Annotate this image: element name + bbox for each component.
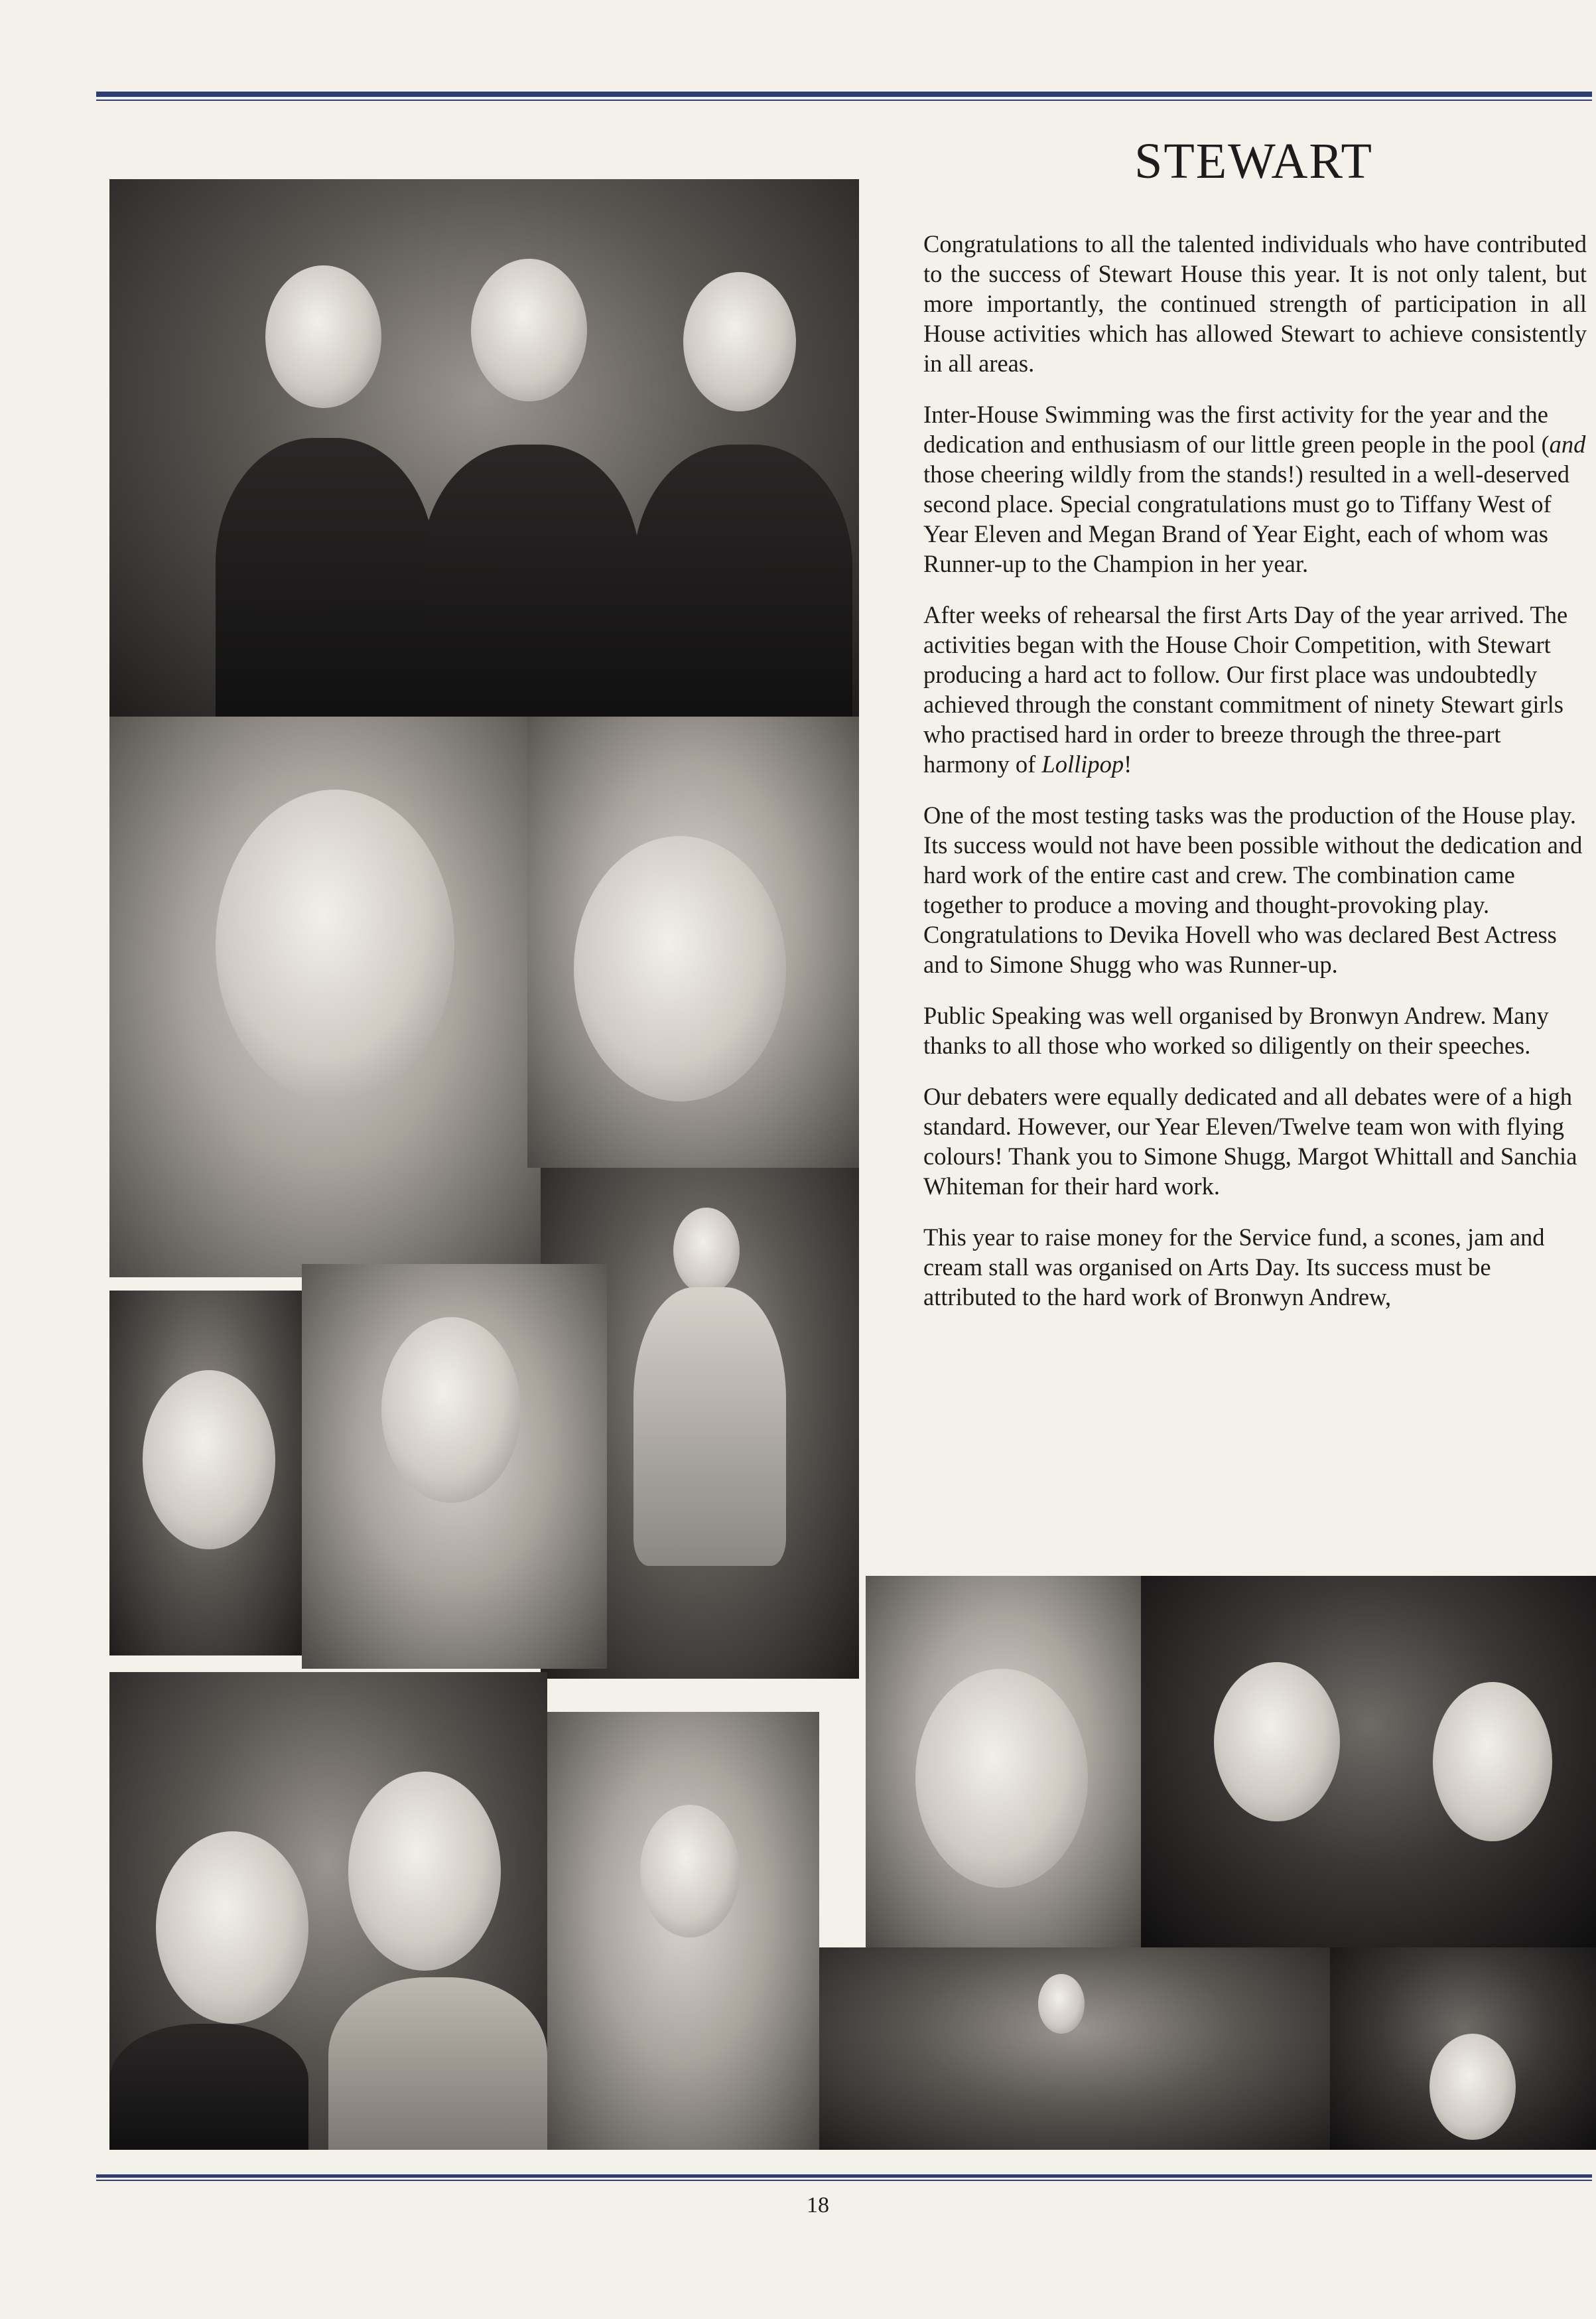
p3-text-b: ! <box>1124 750 1132 778</box>
paragraph-6: Our debaters were equally dedicated and all debates were of a high standard. However, our Year Eleven/Twelve team won with flying colours! Thank you to Simone Shugg, Margot Whittall and Sanchia Whiteman for their hard work. <box>923 1083 1577 1200</box>
photo-girl-glasses <box>109 717 541 1277</box>
photo-girl-smiling-dark-hair <box>109 1291 302 1655</box>
p3-emphasis: Lollipop <box>1041 750 1124 778</box>
paragraph-4: One of the most testing tasks was the production of the House play. Its success would not have been possible without the dedication and hard work of the entire cast and crew. The combination came together to produce a moving and thought-provoking play. Congratulations to Devika Hovell who was declared Best Actress and to Simone Shugg who was Runner-up. <box>923 802 1583 978</box>
bottom-rule <box>96 2174 1592 2178</box>
photo-three-girls-uniform <box>109 179 859 717</box>
page-number: 18 <box>807 2193 829 2217</box>
p2-text-a: Inter-House Swimming was the first activity for the year and the dedication and enthusiasm of our little green people in the pool ( <box>923 401 1550 458</box>
photo-girl-cap <box>527 717 859 1168</box>
paragraph-7: This year to raise money for the Service fund, a scones, jam and cream stall was organised on Arts Day. Its success must be attributed to the hard work of Bronwyn Andrew, <box>923 1224 1545 1310</box>
paragraph-5: Public Speaking was well organised by Bronwyn Andrew. Many thanks to all those who worked so diligently on their speeches. <box>923 1002 1549 1059</box>
photo-girl-patterned-backdrop <box>1330 1947 1596 2150</box>
photo-tennis-match <box>819 1947 1330 2150</box>
paragraph-2 <box>923 399 1587 579</box>
paragraph-1: Congratulations to all the talented individuals who have contributed to the success of Stewart House this year. It is not only talent, but more importantly, the continued strength of participation in all House activities which has allowed Stewart to achieve consistently in all areas. <box>923 230 1587 377</box>
p2-emphasis: and <box>1549 431 1586 458</box>
top-rule-thin <box>96 100 1592 101</box>
photo-girl-seated <box>547 1712 819 2150</box>
photo-two-girls-laughing <box>109 1672 547 2150</box>
page-title: STEWART <box>1134 133 1373 189</box>
photo-woman-smiling <box>866 1576 1141 1947</box>
bottom-rule-thin <box>96 2180 1592 2181</box>
p3-text-a: After weeks of rehearsal the first Arts Day of the year arrived. The activities began with the House Choir Competition, with Stewart producing a hard act to follow. Our first place was undoubtedly achieved through the constant commitment of ninety Stewart girls who practised hard in order to breeze through the three-part harmony of <box>923 601 1568 778</box>
article-body <box>923 229 1587 1333</box>
p2-text-b: those cheering wildly from the stands!) resulted in a well-deserved second place. Special congratulations must go to Tiffany West of Year Eleven and Megan Brand of Year Eight, each of whom was Runner-up to the Champion in her year. <box>923 460 1570 577</box>
paragraph-3 <box>923 600 1587 779</box>
photo-two-girls-jackets <box>1141 1576 1596 1947</box>
top-rule <box>96 92 1592 97</box>
photo-girl-floral-dress <box>302 1264 607 1669</box>
